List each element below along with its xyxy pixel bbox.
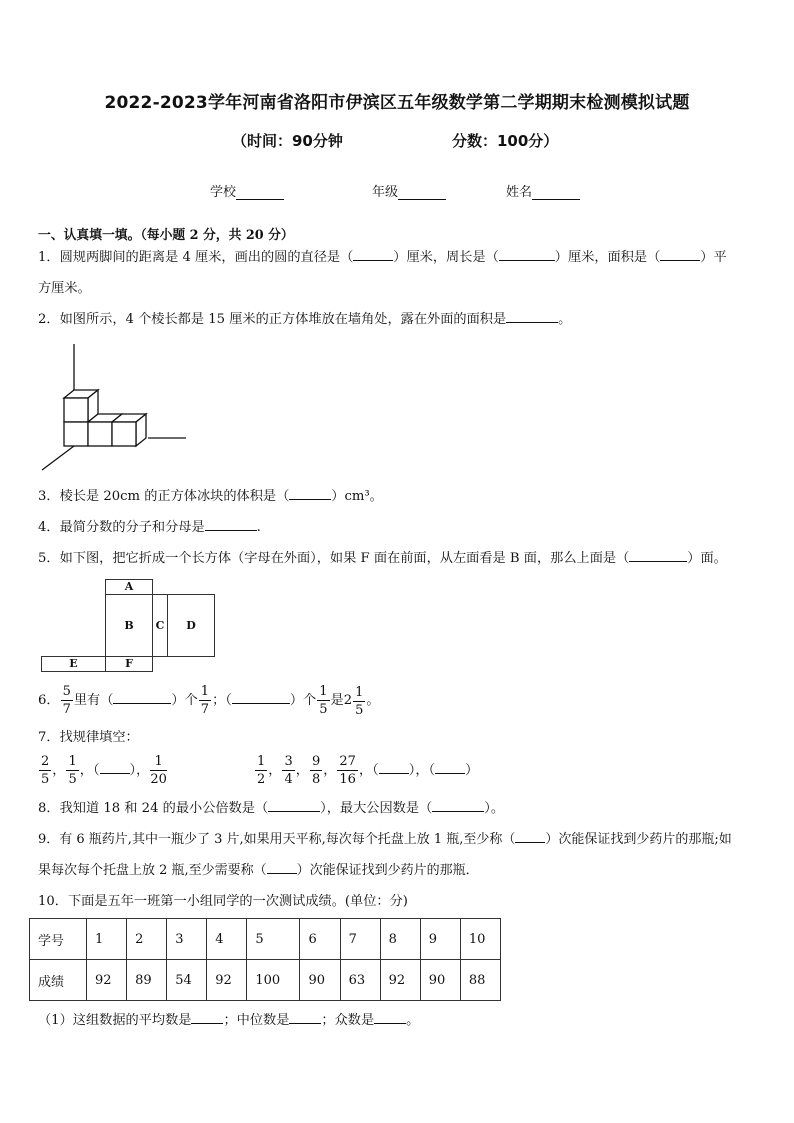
table-cell: 92: [87, 960, 127, 1001]
q9-blank-2[interactable]: [267, 862, 297, 874]
question-9-line2: 果每次每个托盘上放 2 瓶,至少需要称（ ）次能保证找到少药片的那瓶．: [38, 863, 479, 878]
table-row-label: 学号: [30, 919, 87, 960]
scores-table: [29, 918, 501, 1001]
name-field[interactable]: [506, 181, 580, 200]
net-face-a: A: [105, 579, 153, 595]
q6-blank-2[interactable]: [232, 692, 290, 704]
table-cell: 54: [167, 960, 207, 1001]
table-cell: 3: [167, 919, 207, 960]
fraction: $\frac{1}{2}$: [257, 754, 266, 787]
fraction: $\frac{1}{20}$: [150, 754, 167, 787]
fraction: $\frac{1}{5}$: [319, 684, 328, 717]
question-1: 1．圆规两脚间的距离是 4 厘米，画出的圆的直径是（ ）厘米，周长是（ ）厘米，面积是（ ）平: [38, 250, 727, 265]
q8-blank-2[interactable]: [432, 800, 484, 812]
question-5: 5．如下图，把它折成一个长方体（字母在外面），如果 F 面在前面，从左面看是 B 面，那么上面是（ ）面。: [38, 551, 727, 566]
grade-field[interactable]: [372, 181, 446, 200]
net-face-c: C: [152, 594, 168, 657]
q1-blank-2[interactable]: [499, 249, 555, 261]
table-cell: 88: [460, 960, 500, 1001]
table-row: [30, 960, 501, 1001]
q8-blank-1[interactable]: [268, 800, 320, 812]
score-info: 分数：100分）: [452, 132, 559, 150]
table-cell: 1: [87, 919, 127, 960]
question-2: 2．如图所示，4 个棱长都是 15 厘米的正方体堆放在墙角处，露在外面的面积是 。: [38, 312, 572, 327]
q10-blank-median[interactable]: [289, 1012, 321, 1024]
table-row: [30, 919, 501, 960]
fraction: $\frac{5}{7}$: [62, 684, 71, 717]
q1-blank-3[interactable]: [660, 249, 700, 261]
table-cell: 8: [380, 919, 420, 960]
q7-blank-2[interactable]: [379, 762, 409, 774]
table-cell: 92: [380, 960, 420, 1001]
section-heading: 一、认真填一填。（每小题 2 分，共 20 分）: [38, 228, 294, 243]
question-7: 7．找规律填空：: [38, 730, 139, 745]
q1-blank-1[interactable]: [353, 249, 393, 261]
name-blank[interactable]: [532, 186, 580, 200]
table-cell: 92: [207, 960, 247, 1001]
time-info: （时间：90分钟: [232, 132, 343, 150]
name-label: 姓名: [506, 185, 533, 200]
page-title: 2022-2023学年河南省洛阳市伊滨区五年级数学第二学期期末检测模拟试题: [104, 93, 690, 113]
grade-label: 年级: [372, 185, 399, 200]
fraction: $\frac{2}{5}$: [41, 754, 50, 787]
table-cell: 90: [420, 960, 460, 1001]
q2-blank[interactable]: [506, 311, 558, 323]
table-cell: 89: [127, 960, 167, 1001]
question-3: 3．棱长是 20cm 的正方体冰块的体积是（ ）cm³。: [38, 489, 383, 504]
net-face-b: B: [105, 594, 153, 657]
q7-blank-3[interactable]: [435, 762, 465, 774]
question-10: 10．下面是五年一班第一小组同学的一次测试成绩。(单位：分): [38, 894, 408, 909]
q3-blank[interactable]: [289, 488, 331, 500]
question-6: 6． $\frac{5}{7}$ 里有（ ）个 $\frac{1}{7}$ ；（ ）个 $\frac{1}{5}$ 是 2 $\frac{1}{5}$ 。: [38, 682, 380, 720]
table-cell: 63: [340, 960, 380, 1001]
q7-blank-1[interactable]: [100, 762, 130, 774]
cube-3-front-face: [112, 422, 136, 446]
question-8: 8．我知道 18 和 24 的最小公倍数是（ ），最大公因数是（ ）。: [38, 801, 505, 816]
q4-blank[interactable]: [205, 519, 257, 531]
grade-blank[interactable]: [398, 186, 446, 200]
fraction: $\frac{3}{4}$: [284, 754, 293, 787]
cubes-corner-figure: [38, 342, 198, 474]
table-cell: 2: [127, 919, 167, 960]
fraction: $\frac{1}{7}$: [200, 684, 210, 717]
q10-blank-mode[interactable]: [374, 1012, 406, 1024]
table-cell: 5: [247, 919, 300, 960]
question-1-line2: 方厘米。: [38, 281, 91, 296]
cube-1-front-face: [64, 422, 88, 446]
table-cell: 9: [420, 919, 460, 960]
q10-blank-mean[interactable]: [191, 1012, 223, 1024]
net-face-e: E: [41, 656, 106, 672]
fraction: $\frac{9}{8}$: [311, 754, 321, 787]
q7-sequence-2: $\frac{1}{2}$ ， $\frac{3}{4}$ ， $\frac{9}{8}$ ， $\frac{27}{16}$ ，（ ），（ ）: [257, 754, 479, 787]
table-cell: 7: [340, 919, 380, 960]
fraction: $\frac{27}{16}$: [339, 754, 356, 787]
question-4: 4．最简分数的分子和分母是 .: [38, 520, 261, 535]
net-face-d: D: [167, 594, 215, 657]
q6-blank-1[interactable]: [113, 692, 171, 704]
cube-top-front-face: [64, 398, 88, 422]
table-cell: 4: [207, 919, 247, 960]
floor-left-line: [42, 446, 74, 470]
table-cell: 90: [300, 960, 340, 1001]
cube-2-front-face: [88, 422, 112, 446]
q9-blank-1[interactable]: [515, 831, 545, 843]
table-cell: 10: [460, 919, 500, 960]
school-field[interactable]: [210, 181, 284, 200]
table-row-label: 成绩: [30, 960, 87, 1001]
table-cell: 100: [247, 960, 300, 1001]
question-10-sub-1: （1）这组数据的平均数是 ；中位数是 ；众数是 。: [38, 1013, 420, 1028]
school-blank[interactable]: [236, 186, 284, 200]
question-9: 9．有 6 瓶药片,其中一瓶少了 3 片,如果用天平称,每次每个托盘上放 1 瓶,至少称（ ）次能保证找到少药片的那瓶;如: [38, 832, 732, 847]
net-face-f: F: [105, 656, 153, 672]
school-label: 学校: [210, 185, 237, 200]
table-cell: 6: [300, 919, 340, 960]
mixed-number: 2 $\frac{1}{5}$: [343, 684, 364, 718]
q7-sequence-1: $\frac{2}{5}$ ， $\frac{1}{5}$ ，（ ）， $\frac{1}{20}$: [41, 754, 167, 787]
q5-blank[interactable]: [629, 550, 687, 562]
fraction: $\frac{1}{5}$: [68, 754, 77, 787]
